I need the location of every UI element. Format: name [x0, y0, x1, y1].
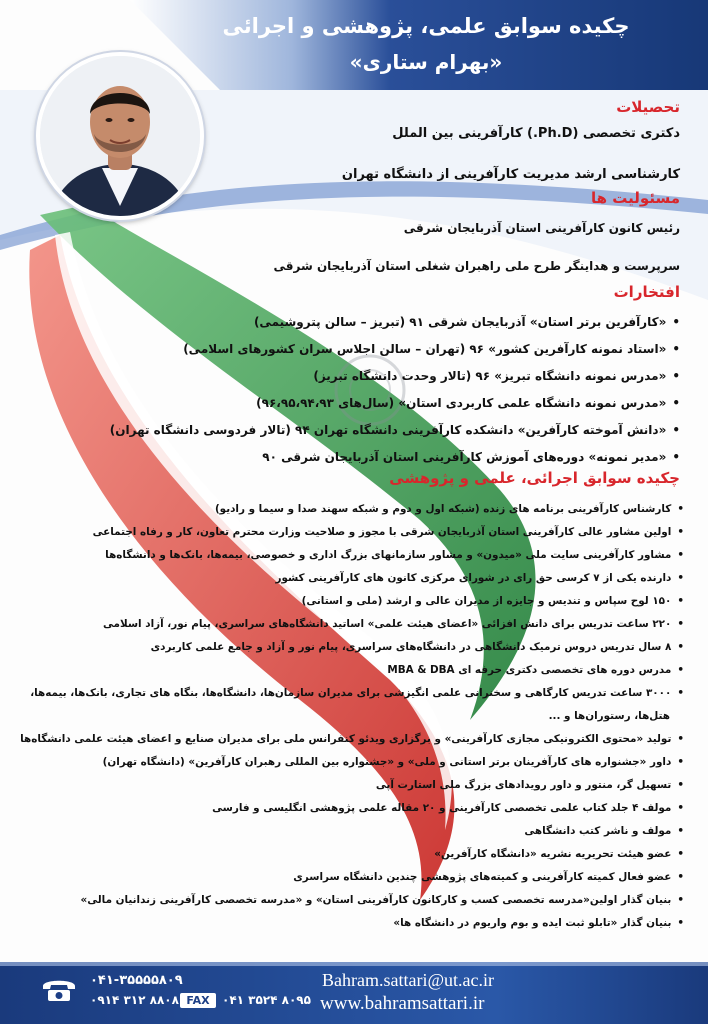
responsibility-item: رئیس کانون کارآفرینی استان آذربایجان شرقی [403, 221, 680, 235]
experience-item: • ۲۲۰ ساعت تدریس برای دانش افزائی «اعضای هیئت علمی» اساتید دانشگاه‌های سراسری، پیام نور، آزاد اسلامی [8, 613, 684, 636]
website-link[interactable]: www.bahramsattari.ir [320, 993, 485, 1014]
experience-item: • دارنده یکی از ۷ کرسی حق رای در شورای مرکزی کانون های کارآفرینی کشور [8, 567, 684, 590]
experience-item: • مدرس دوره های تخصصی دکتری حرفه ای MBA & DBA [8, 659, 684, 682]
phone-number[interactable]: ۰۴۱-۳۵۵۵۵۸۰۹ [90, 973, 183, 988]
honor-item: • «مدرس نمونه دانشگاه تبریز» ۹۶ (تالار وحدت دانشگاه تبریز) [120, 363, 680, 390]
experience-item: • داور «جشنواره های کارآفرینان برتر استانی و ملی» و «جشنواره بین المللی رهبران کارآفرین» (دانشگاه تهران) [8, 751, 684, 774]
education-item: دکتری تخصصی (Ph.D.) کارآفرینی بین الملل [392, 126, 680, 141]
person-name: «بهرام ستاری» [349, 50, 503, 74]
experience-item: • اولین مشاور عالی کارآفرینی استان آذربایجان شرقی با مجوز و صلاحیت وزارت محترم تعاون، کار و رفاه اجتماعی [8, 521, 684, 544]
page-title: چکیده سوابق علمی، پژوهشی و اجرائی [222, 14, 630, 38]
fax-number: ۰۴۱ ۳۵۲۴ ۸۰۹۵ [222, 993, 311, 1007]
portrait-photo [36, 52, 204, 220]
experience-item: • عضو فعال کمیته کارآفرینی و کمیته‌های پژوهشی چندین دانشگاه سراسری [8, 866, 684, 889]
education-title: تحصیلات [616, 98, 680, 116]
honors-title: افتخارات [613, 283, 680, 301]
mobile-number[interactable]: ۰۹۱۴ ۳۱۲ ۸۸۰۸ [90, 993, 179, 1007]
experience-item: • مولف و ناشر کتب دانشگاهی [8, 820, 684, 843]
experience-item: • ۸ سال تدریس دروس ترمیک دانشگاهی در دانشگاه‌های سراسری، پیام نور و آزاد و جامع علمی کاربردی [8, 636, 684, 659]
experience-item: • تولید «محتوی الکترونیکی مجازی کارآفرینی» و برگزاری ویدئو کنفرانس ملی برای مدیران صنایع و اعضای هیئت علمی دانشگاه‌ها [8, 728, 684, 751]
fax-icon: FAX [180, 993, 216, 1008]
portrait-illustration [40, 56, 200, 216]
experience-title: چکیده سوابق اجرائی، علمی و پژوهشی [389, 469, 680, 487]
honor-item: • «کارآفرین برتر استان» آذربایجان شرقی ۹۱ (تبریز – سالن پتروشیمی) [120, 309, 680, 336]
experience-item: • کارشناس کارآفرینی برنامه های زنده (شبکه اول و دوم و شبکه سهند صدا و سیما و رادیو) [8, 498, 684, 521]
experience-item: هتل‌ها، رستوران‌ها و ... [548, 710, 670, 722]
responsibilities-title: مسئولیت ها [591, 189, 680, 207]
experience-item: • بنیان گذار «تابلو ثبت ایده و بوم واریوم در دانشگاه ها» [8, 912, 684, 935]
honor-item: • «دانش آموخته کارآفرین» دانشکده کارآفرینی دانشگاه تهران ۹۴ (تالار فردوسی دانشگاه تهران) [120, 417, 680, 444]
telephone-icon [40, 976, 78, 1002]
experience-item: • مشاور کارآفرینی سایت ملی «میدون» و مشاور سازمانهای بزرگ اداری و خصوصی، بیمه‌ها، بانک‌ها و دانشگاه‌ها [8, 544, 684, 567]
honor-item: • «مدرس نمونه دانشگاه علمی کاربردی استان» (سال‌های ۹۶،۹۵،۹۴،۹۳) [120, 390, 680, 417]
honor-item: • «استاد نمونه کارآفرین کشور» ۹۶ (تهران – سالن اجلاس سران کشورهای اسلامی) [120, 336, 680, 363]
education-item: کارشناسی ارشد مدیریت کارآفرینی از دانشگاه تهران [341, 167, 680, 182]
responsibility-item: سرپرست و هداینگر طرح ملی راهبران شغلی استان آذربایجان شرقی [273, 259, 680, 273]
experience-item: • ۱۵۰ لوح سپاس و تندیس و جایزه از مدیران عالی و ارشد (ملی و استانی) [8, 590, 684, 613]
experience-item: • عضو هیئت تحریریه نشریه «دانشگاه کارآفرین» [8, 843, 684, 866]
email-link[interactable]: Bahram.sattari@ut.ac.ir [322, 970, 495, 990]
experience-list [8, 498, 684, 935]
honors-list [109, 309, 680, 471]
experience-item: • بنیان گذار اولین«مدرسه تخصصی کسب و کارکانون کارآفرینی استان» و «مدرسه تخصصی کارآفرینی زندانیان مالی» [8, 889, 684, 912]
experience-item: • تسهیل گر، منتور و داور رویدادهای بزرگ ملی استارت آپی [8, 774, 684, 797]
experience-item: • ۳۰۰۰ ساعت تدریس کارگاهی و سخنرانی علمی انگیزشی برای مدیران سازمان‌ها، دانشگاه‌ها، بنگاه های تجاری، بانک‌ها، بیمه‌ها، [8, 682, 684, 705]
honor-item: • «مدیر نمونه» دوره‌های آموزش کارآفرینی استان آذربایجان شرقی ۹۰ [120, 444, 680, 471]
experience-item: • مولف ۴ جلد کتاب علمی تخصصی کارآفرینی و ۲۰ مقاله علمی پژوهشی انگلیسی و فارسی [8, 797, 684, 820]
